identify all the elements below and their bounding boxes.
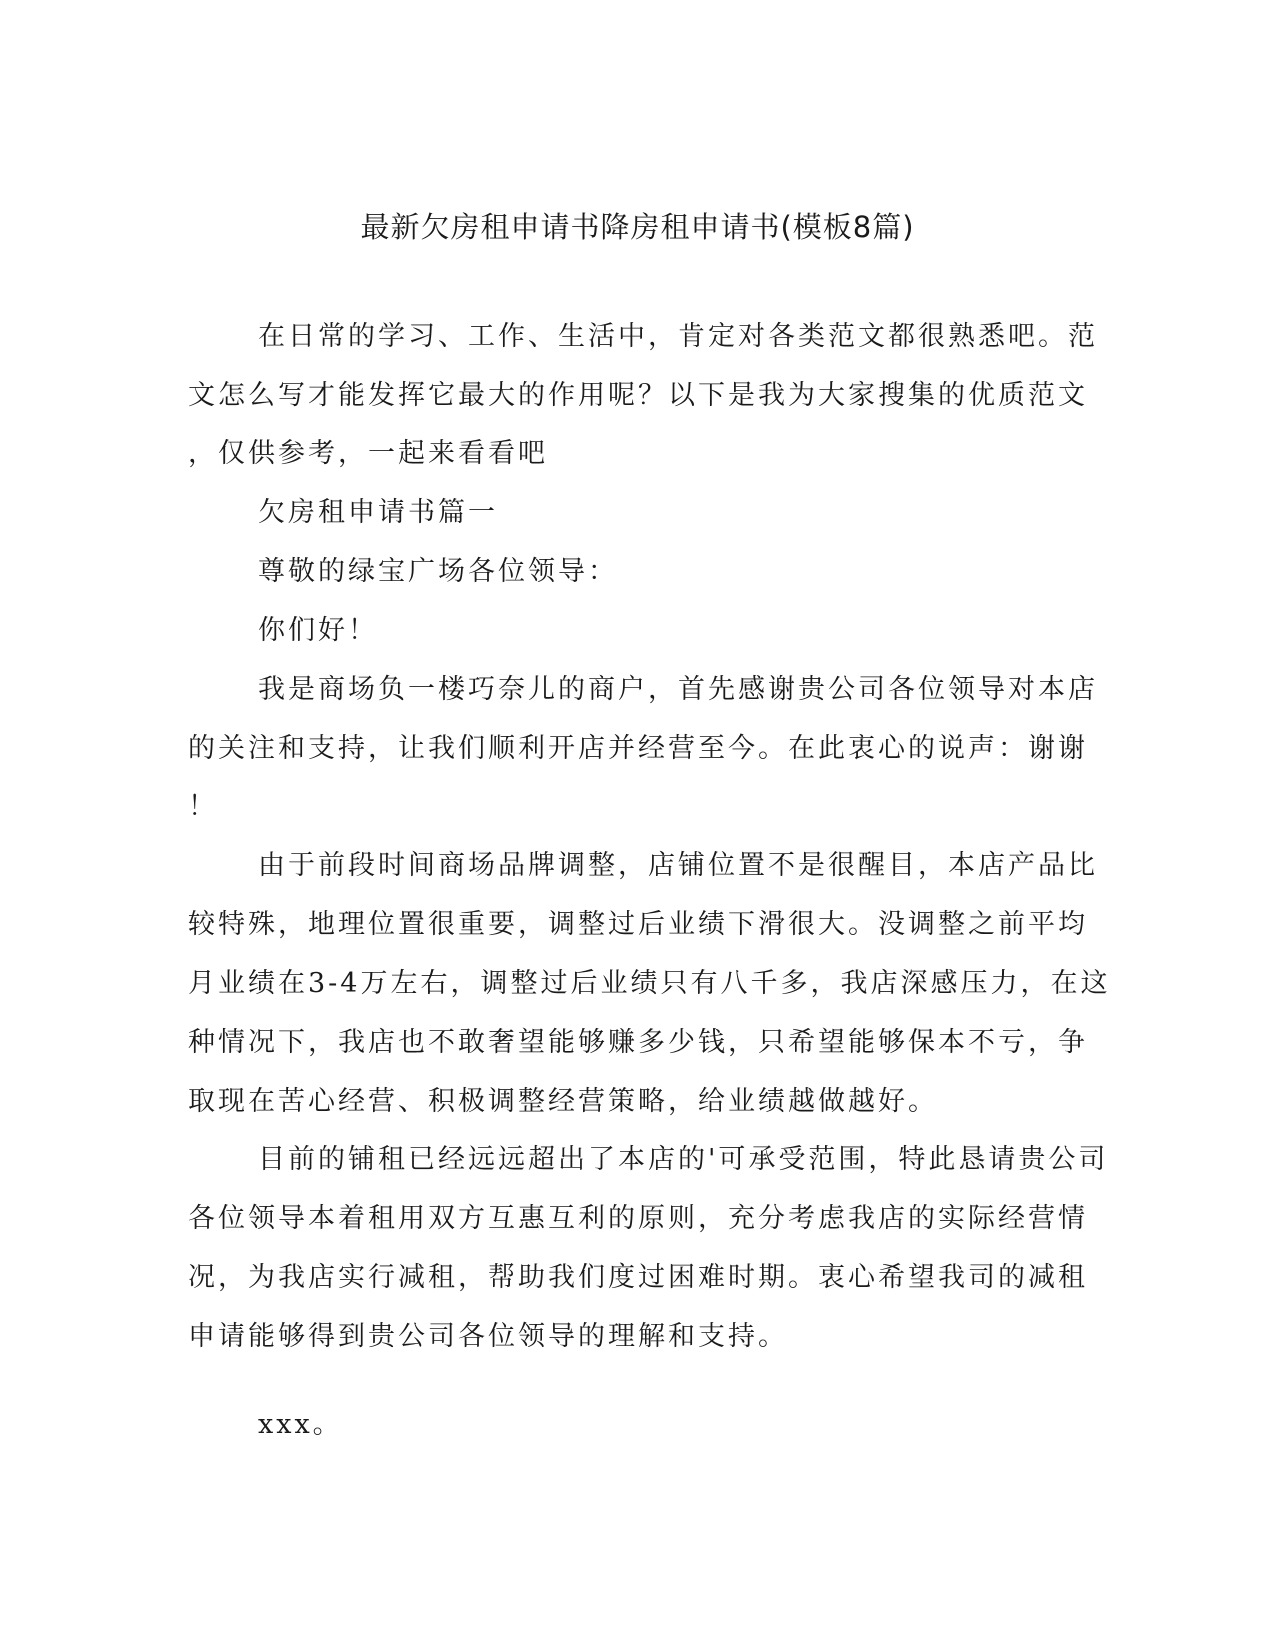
para2-line-3: 月业绩在3-4万左右，调整过后业绩只有八千多，我店深感压力，在这: [188, 968, 1111, 999]
para3-line-1: 目前的铺租已经远远超出了本店的'可承受范围，特此恳请贵公司: [258, 1144, 1109, 1175]
intro-line-2: 文怎么写才能发挥它最大的作用呢？以下是我为大家搜集的优质范文: [188, 380, 1088, 411]
para3-line-2: 各位领导本着租用双方互惠互利的原则，充分考虑我店的实际经营情: [188, 1203, 1088, 1234]
para1-line-3: ！: [188, 791, 218, 822]
document-title: 最新欠房租申请书降房租申请书(模板8篇): [360, 210, 915, 244]
para1-line-1: 我是商场负一楼巧奈儿的商户，首先感谢贵公司各位领导对本店: [258, 674, 1098, 705]
para2-line-4: 种情况下，我店也不敢奢望能够赚多少钱，只希望能够保本不亏，争: [188, 1027, 1088, 1058]
para1-line-2: 的关注和支持，让我们顺利开店并经营至今。在此衷心的说声：谢谢: [188, 733, 1088, 764]
para2-line-5: 取现在苦心经营、积极调整经营策略，给业绩越做越好。: [188, 1086, 938, 1117]
para3-line-3: 况，为我店实行减租，帮助我们度过困难时期。衷心希望我司的减租: [188, 1262, 1088, 1293]
intro-line-1: 在日常的学习、工作、生活中，肯定对各类范文都很熟悉吧。范: [258, 321, 1098, 352]
section-heading: 欠房租申请书篇一: [258, 497, 498, 528]
para2-line-1: 由于前段时间商场品牌调整，店铺位置不是很醒目，本店产品比: [258, 850, 1098, 881]
para3-line-4: 申请能够得到贵公司各位领导的理解和支持。: [188, 1321, 788, 1352]
salutation: 尊敬的绿宝广场各位领导：: [258, 556, 618, 587]
intro-line-3: ，仅供参考，一起来看看吧: [188, 438, 548, 469]
signature: xxx。: [258, 1409, 343, 1440]
para2-line-2: 较特殊，地理位置很重要，调整过后业绩下滑很大。没调整之前平均: [188, 909, 1088, 940]
greeting: 你们好！: [258, 615, 378, 646]
